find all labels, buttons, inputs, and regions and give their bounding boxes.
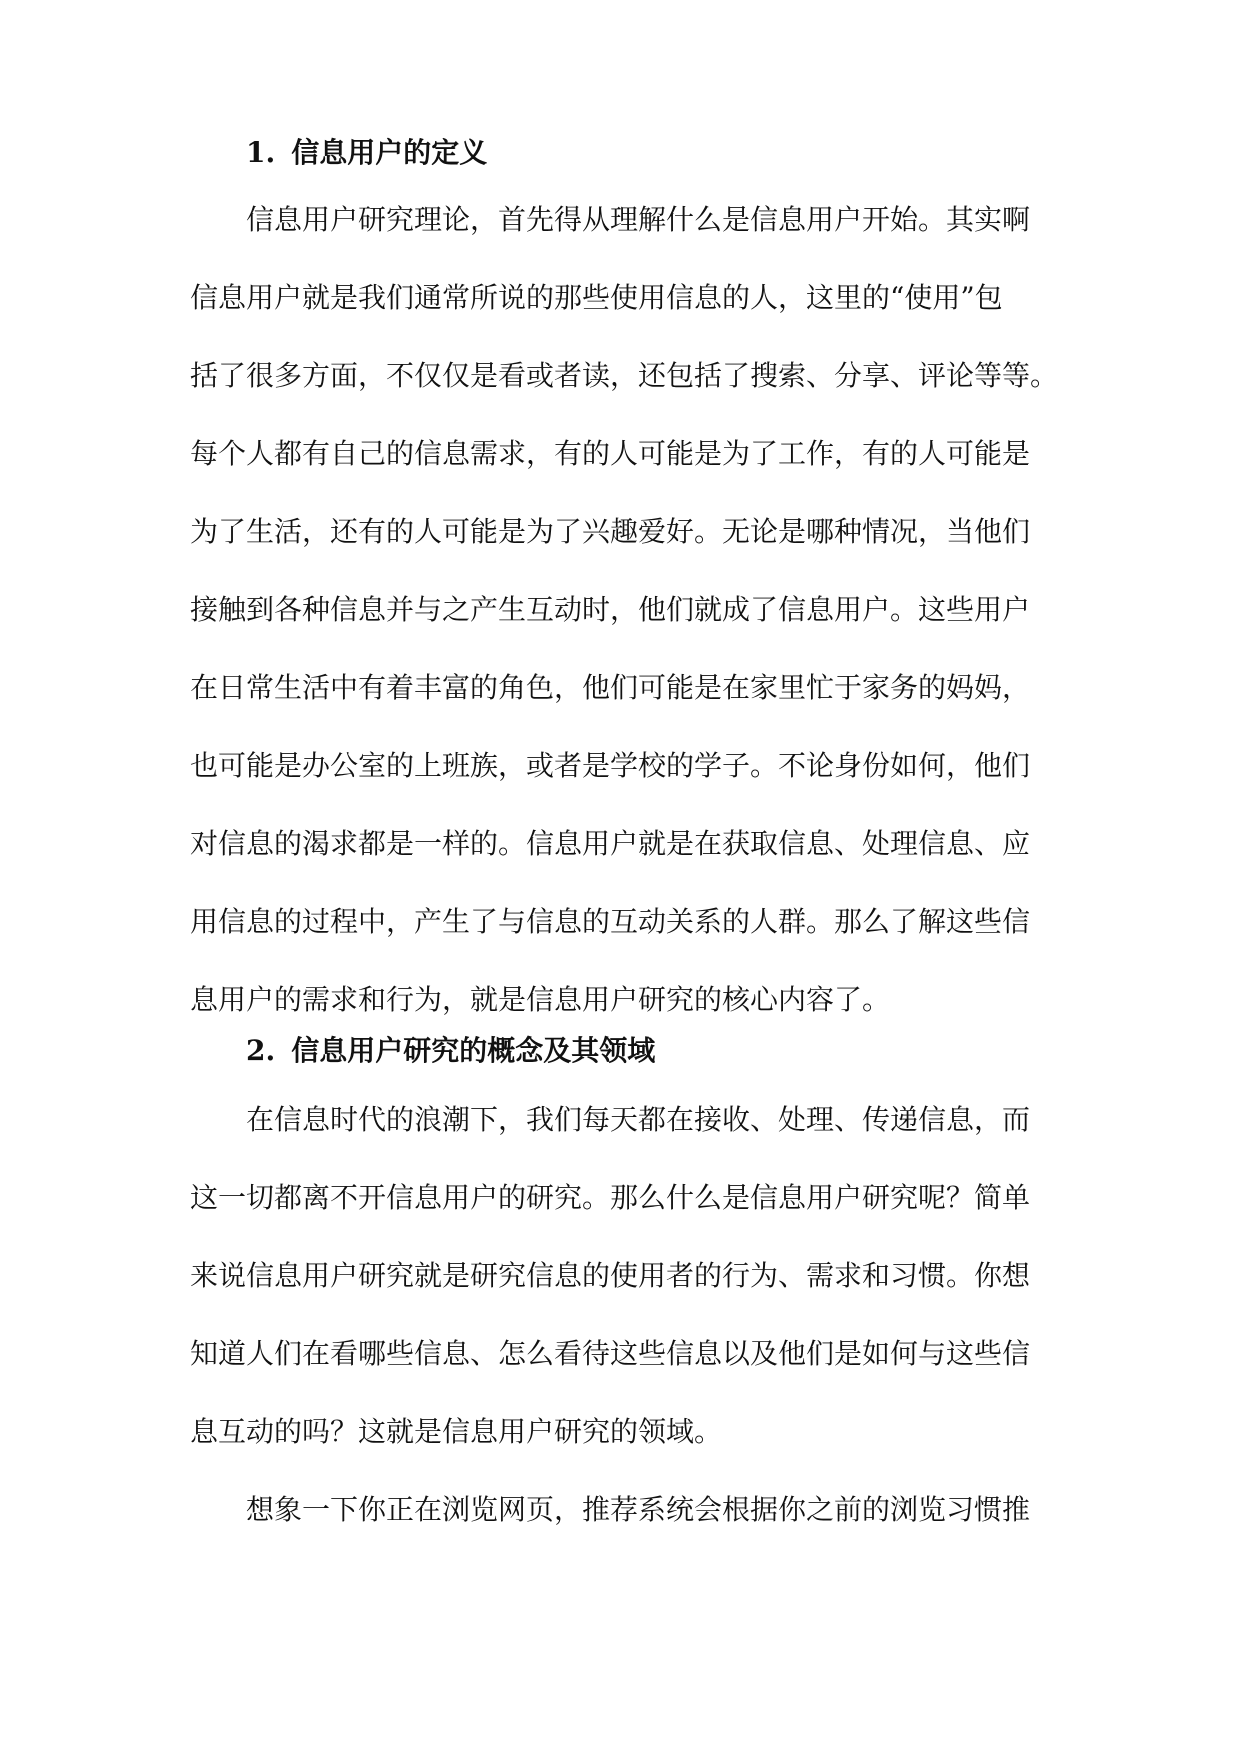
section-heading-2: [246, 1031, 655, 1071]
paragraph-3: [190, 1490, 1060, 1530]
text-line: 信息用户研究理论，首先得从理解什么是信息用户开始。其实啊: [246, 203, 1031, 236]
text-line: 息用户的需求和行为，就是信息用户研究的核心内容了。: [190, 983, 891, 1016]
text-line: 为了生活，还有的人可能是为了兴趣爱好。无论是哪种情况，当他们: [190, 515, 1031, 548]
paragraph-1: [190, 200, 1060, 1020]
text-line: 也可能是办公室的上班族，或者是学校的学子。不论身份如何，他们: [190, 749, 1031, 782]
text-line: 在日常生活中有着丰富的角色，他们可能是在家里忙于家务的妈妈，: [190, 671, 1031, 704]
text-line: 对信息的渴求都是一样的。信息用户就是在获取信息、处理信息、应: [190, 827, 1031, 860]
text-line: 想象一下你正在浏览网页，推荐系统会根据你之前的浏览习惯推: [246, 1493, 1031, 1526]
text-line: 息互动的吗？这就是信息用户研究的领域。: [190, 1415, 723, 1448]
section-title: 信息用户的定义: [291, 136, 488, 169]
text-line: 括了很多方面，不仅仅是看或者读，还包括了搜索、分享、评论等等。: [190, 359, 1059, 392]
text-line: 信息用户就是我们通常所说的那些使用信息的人，这里的“使用”包: [190, 281, 1003, 314]
text-line: 来说信息用户研究就是研究信息的使用者的行为、需求和习惯。你想: [190, 1259, 1031, 1292]
section-number: 1.: [246, 136, 276, 169]
text-line: 每个人都有自己的信息需求，有的人可能是为了工作，有的人可能是: [190, 437, 1031, 470]
section-title: 信息用户研究的概念及其领域: [291, 1034, 656, 1067]
text-line: 接触到各种信息并与之产生互动时，他们就成了信息用户。这些用户: [190, 593, 1031, 626]
text-line: 用信息的过程中，产生了与信息的互动关系的人群。那么了解这些信: [190, 905, 1031, 938]
section-number: 2.: [246, 1034, 276, 1067]
text-line: 知道人们在看哪些信息、怎么看待这些信息以及他们是如何与这些信: [190, 1337, 1031, 1370]
paragraph-2: [190, 1100, 1060, 1452]
text-line: 在信息时代的浪潮下，我们每天都在接收、处理、传递信息，而: [246, 1103, 1031, 1136]
section-heading-1: [246, 133, 487, 173]
text-line: 这一切都离不开信息用户的研究。那么什么是信息用户研究呢？简单: [190, 1181, 1031, 1214]
